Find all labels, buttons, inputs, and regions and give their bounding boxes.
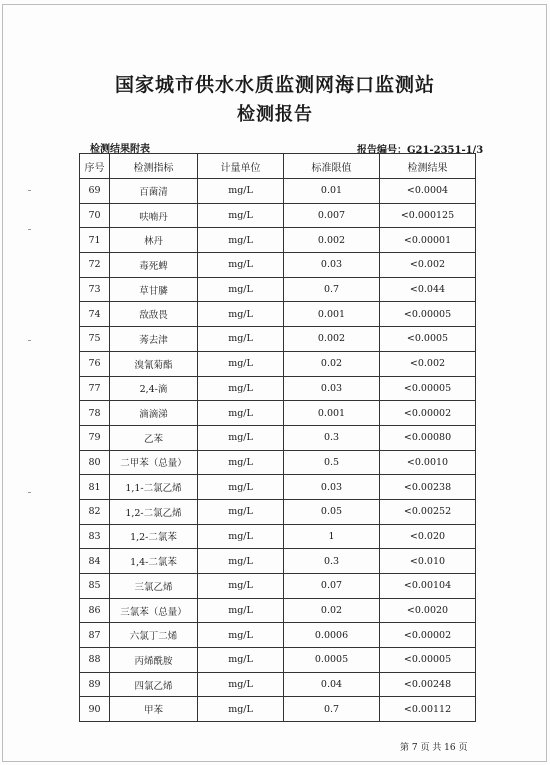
cell-indicator: 四氯乙烯: [110, 672, 198, 697]
cell-unit: mg/L: [198, 228, 284, 253]
margin-mark: [28, 492, 31, 493]
cell-limit: 0.002: [284, 228, 380, 253]
cell-unit: mg/L: [198, 376, 284, 401]
cell-indicator: 六氯丁二烯: [110, 623, 198, 648]
margin-mark: [28, 340, 31, 341]
cell-indicator: 草甘膦: [110, 277, 198, 302]
cell-limit: 0.001: [284, 302, 380, 327]
cell-unit: mg/L: [198, 179, 284, 204]
cell-indicator: 2,4-滴: [110, 376, 198, 401]
table-row: [80, 697, 476, 722]
cell-limit: 0.0006: [284, 623, 380, 648]
cell-index: 77: [80, 376, 110, 401]
cell-unit: mg/L: [198, 203, 284, 228]
cell-index: 78: [80, 401, 110, 426]
margin-mark: [28, 229, 31, 230]
cell-result: <0.00005: [380, 302, 476, 327]
cell-index: 84: [80, 549, 110, 574]
cell-limit: 0.001: [284, 401, 380, 426]
cell-result: <0.00002: [380, 623, 476, 648]
cell-result: <0.002: [380, 351, 476, 376]
cell-limit: 0.02: [284, 351, 380, 376]
table-row: [80, 648, 476, 673]
cell-unit: mg/L: [198, 327, 284, 352]
cell-index: 86: [80, 598, 110, 623]
cell-unit: mg/L: [198, 401, 284, 426]
cell-result: <0.00252: [380, 499, 476, 524]
table-row: [80, 524, 476, 549]
cell-result: <0.00001: [380, 228, 476, 253]
cell-limit: 0.03: [284, 376, 380, 401]
cell-limit: 0.04: [284, 672, 380, 697]
table-row: [80, 598, 476, 623]
table-row: [80, 253, 476, 278]
table-row: [80, 450, 476, 475]
table-row: [80, 277, 476, 302]
cell-result: <0.000125: [380, 203, 476, 228]
cell-unit: mg/L: [198, 253, 284, 278]
cell-indicator: 1,2-二氯苯: [110, 524, 198, 549]
cell-result: <0.00112: [380, 697, 476, 722]
cell-result: <0.0020: [380, 598, 476, 623]
cell-index: 87: [80, 623, 110, 648]
cell-limit: 0.5: [284, 450, 380, 475]
cell-limit: 0.3: [284, 425, 380, 450]
cell-indicator: 三氯乙烯: [110, 574, 198, 599]
cell-limit: 0.01: [284, 179, 380, 204]
cell-unit: mg/L: [198, 524, 284, 549]
attachment-label: 检测结果附表: [90, 144, 150, 155]
cell-unit: mg/L: [198, 277, 284, 302]
table-row: [80, 351, 476, 376]
cell-indicator: 1,1-二氯乙烯: [110, 475, 198, 500]
cell-result: <0.00002: [380, 401, 476, 426]
table-row: [80, 623, 476, 648]
cell-index: 72: [80, 253, 110, 278]
cell-unit: mg/L: [198, 549, 284, 574]
cell-index: 70: [80, 203, 110, 228]
cell-result: <0.020: [380, 524, 476, 549]
cell-index: 80: [80, 450, 110, 475]
cell-index: 82: [80, 499, 110, 524]
cell-indicator: 呋喃丹: [110, 203, 198, 228]
cell-result: <0.00248: [380, 672, 476, 697]
cell-indicator: 莠去津: [110, 327, 198, 352]
cell-limit: 0.007: [284, 203, 380, 228]
cell-result: <0.044: [380, 277, 476, 302]
cell-limit: 0.002: [284, 327, 380, 352]
cell-index: 73: [80, 277, 110, 302]
cell-unit: mg/L: [198, 351, 284, 376]
table-row: [80, 179, 476, 204]
cell-unit: mg/L: [198, 598, 284, 623]
cell-index: 83: [80, 524, 110, 549]
report-subtitle: 检测报告: [237, 104, 313, 125]
cell-unit: mg/L: [198, 648, 284, 673]
cell-unit: mg/L: [198, 623, 284, 648]
column-header-result: 检测结果: [380, 154, 476, 179]
cell-indicator: 溴氰菊酯: [110, 351, 198, 376]
cell-indicator: 甲苯: [110, 697, 198, 722]
cell-unit: mg/L: [198, 574, 284, 599]
cell-index: 75: [80, 327, 110, 352]
cell-limit: 0.0005: [284, 648, 380, 673]
cell-limit: 0.3: [284, 549, 380, 574]
cell-indicator: 百菌清: [110, 179, 198, 204]
cell-unit: mg/L: [198, 450, 284, 475]
cell-limit: 0.02: [284, 598, 380, 623]
cell-index: 76: [80, 351, 110, 376]
page-number: 第 7 页 共 16 页: [400, 743, 468, 753]
cell-indicator: 滴滴涕: [110, 401, 198, 426]
cell-index: 71: [80, 228, 110, 253]
cell-limit: 0.07: [284, 574, 380, 599]
report-number: 报告编号：G21-2351-1/3: [357, 145, 484, 156]
column-header-unit: 计量单位: [198, 154, 284, 179]
cell-limit: 0.7: [284, 277, 380, 302]
column-header-index: 序号: [80, 154, 110, 179]
cell-unit: mg/L: [198, 499, 284, 524]
column-header-limit: 标准限值: [284, 154, 380, 179]
cell-limit: 1: [284, 524, 380, 549]
table-row: [80, 475, 476, 500]
cell-unit: mg/L: [198, 672, 284, 697]
table-row: [80, 401, 476, 426]
table-header-row: [80, 154, 476, 179]
cell-indicator: 三氯苯（总量）: [110, 598, 198, 623]
table-row: [80, 228, 476, 253]
cell-indicator: 毒死蜱: [110, 253, 198, 278]
table-row: [80, 302, 476, 327]
cell-indicator: 敌敌畏: [110, 302, 198, 327]
cell-result: <0.00238: [380, 475, 476, 500]
cell-indicator: 丙烯酰胺: [110, 648, 198, 673]
cell-limit: 0.03: [284, 253, 380, 278]
table-row: [80, 425, 476, 450]
cell-index: 81: [80, 475, 110, 500]
table-row: [80, 203, 476, 228]
cell-indicator: 1,2-二氯乙烯: [110, 499, 198, 524]
table-row: [80, 574, 476, 599]
table-row: [80, 376, 476, 401]
cell-index: 79: [80, 425, 110, 450]
table-row: [80, 327, 476, 352]
results-table: [79, 153, 476, 722]
margin-mark: [28, 190, 31, 191]
cell-indicator: 1,4-二氯苯: [110, 549, 198, 574]
cell-result: <0.0004: [380, 179, 476, 204]
cell-result: <0.00080: [380, 425, 476, 450]
cell-unit: mg/L: [198, 697, 284, 722]
cell-index: 74: [80, 302, 110, 327]
cell-result: <0.00104: [380, 574, 476, 599]
table-row: [80, 499, 476, 524]
cell-indicator: 二甲苯（总量）: [110, 450, 198, 475]
cell-result: <0.00005: [380, 376, 476, 401]
cell-result: <0.0010: [380, 450, 476, 475]
cell-index: 90: [80, 697, 110, 722]
table-row: [80, 672, 476, 697]
table-row: [80, 549, 476, 574]
cell-result: <0.00005: [380, 648, 476, 673]
cell-result: <0.0005: [380, 327, 476, 352]
cell-unit: mg/L: [198, 475, 284, 500]
cell-unit: mg/L: [198, 425, 284, 450]
cell-result: <0.002: [380, 253, 476, 278]
cell-limit: 0.05: [284, 499, 380, 524]
cell-indicator: 林丹: [110, 228, 198, 253]
cell-index: 85: [80, 574, 110, 599]
cell-unit: mg/L: [198, 302, 284, 327]
cell-limit: 0.03: [284, 475, 380, 500]
column-header-indicator: 检测指标: [110, 154, 198, 179]
cell-limit: 0.7: [284, 697, 380, 722]
cell-index: 89: [80, 672, 110, 697]
cell-index: 69: [80, 179, 110, 204]
cell-result: <0.010: [380, 549, 476, 574]
cell-index: 88: [80, 648, 110, 673]
report-title: 国家城市供水水质监测网海口监测站: [114, 74, 435, 96]
cell-indicator: 乙苯: [110, 425, 198, 450]
